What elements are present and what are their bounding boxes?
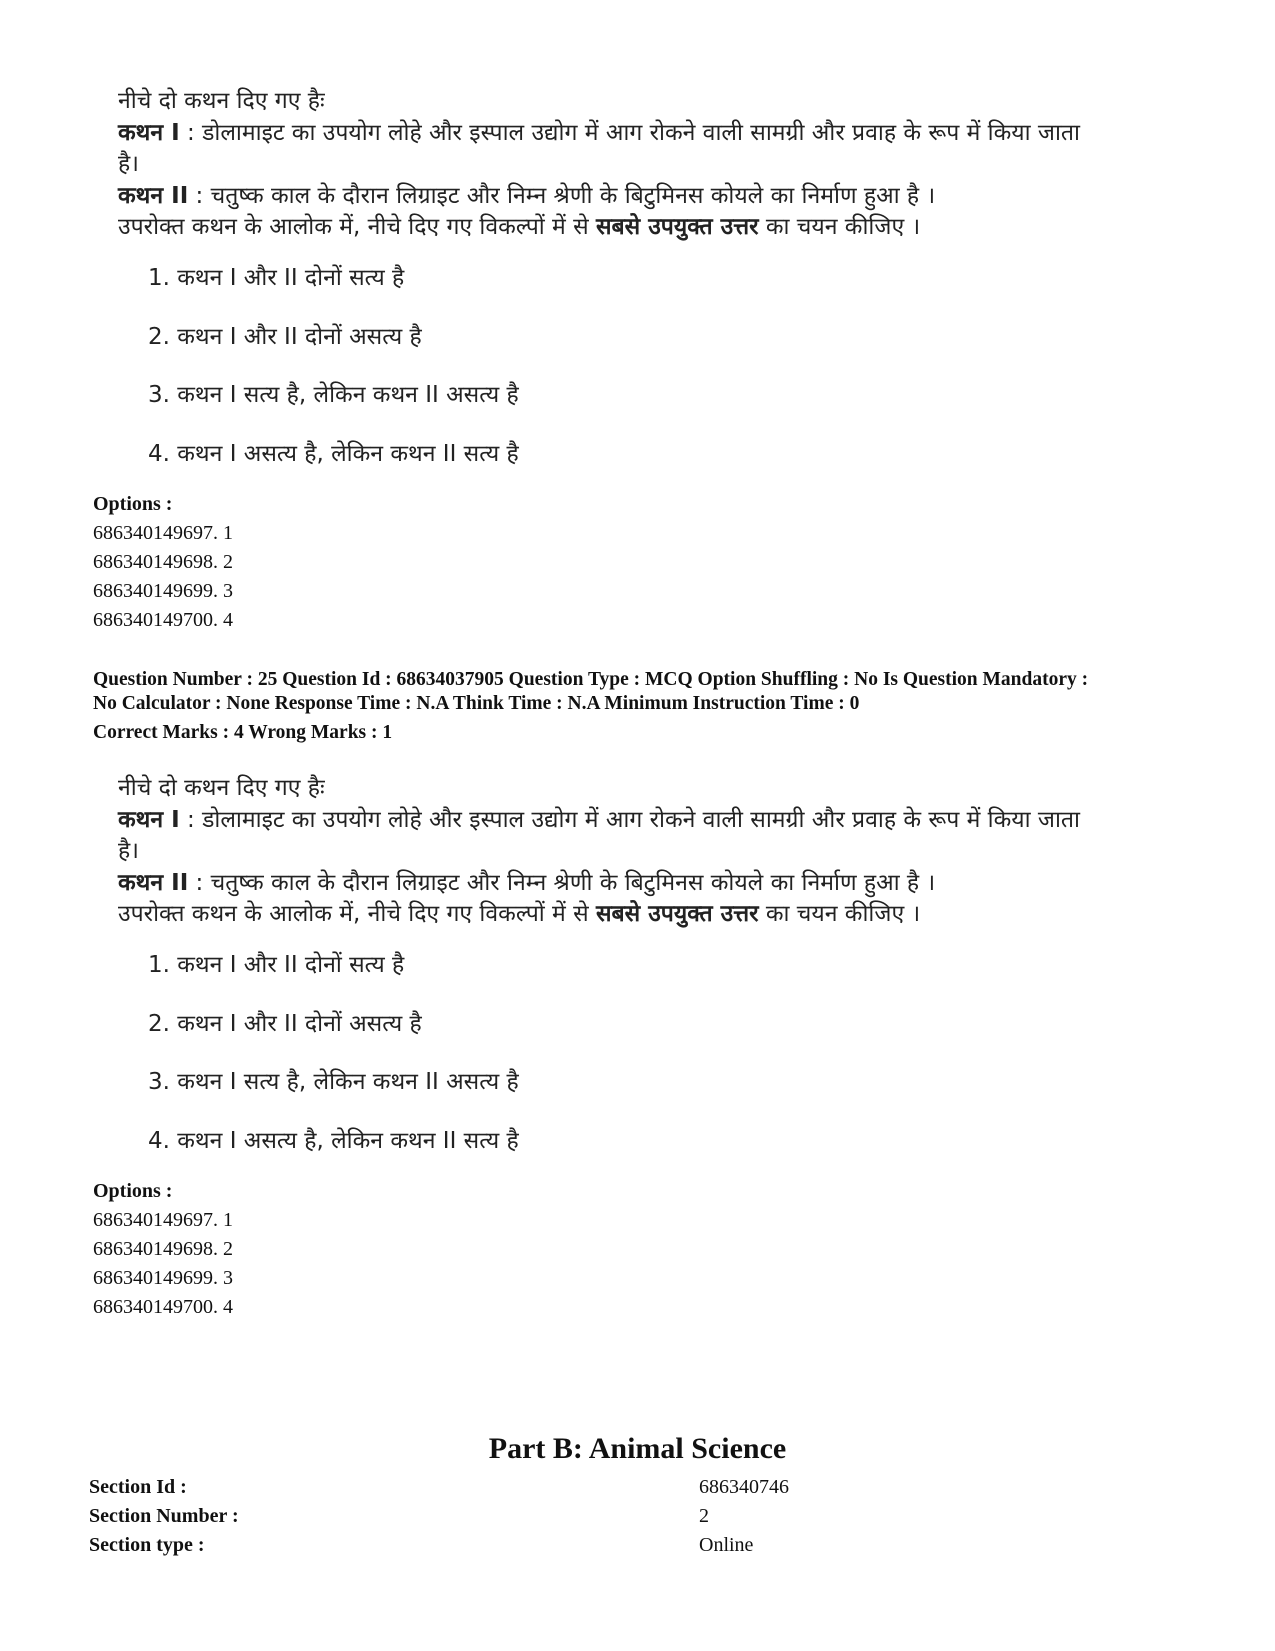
instruction-pre: उपरोक्त कथन के आलोक में, नीचे दिए गए विकल्पों में से <box>118 901 596 927</box>
choice-2: 2. कथन I और II दोनों असत्य है <box>148 1010 422 1037</box>
options-label: Options : <box>93 1180 173 1202</box>
options-label: Options : <box>93 493 173 515</box>
question-25-meta <box>93 668 1213 745</box>
meta-line-2: No Calculator : None Response Time : N.A Think Time : N.A Minimum Instruction Time : 0 <box>93 693 860 714</box>
statement-1-continuation: है। <box>118 151 139 177</box>
question-1-text <box>118 86 1198 244</box>
choice-1: 1. कथन I और II दोनों सत्य है <box>148 952 405 978</box>
choice-1: 1. कथन I और II दोनों सत्य है <box>148 265 405 291</box>
section-number-label: Section Number : <box>89 1505 239 1527</box>
part-title: Part B: Animal Science <box>488 1432 787 1465</box>
marks-line: Correct Marks : 4 Wrong Marks : 1 <box>93 722 393 743</box>
option-id-3: 686340149699. 3 <box>93 580 233 602</box>
statement-1-continuation: है। <box>118 838 139 864</box>
statement-1-text: : डोलामाइट का उपयोग लोहे और इस्पाल उद्योग में आग रोकने वाली सामग्री और प्रवाह के रूप में किया जाता <box>179 119 1080 146</box>
choice-4: 4. कथन I असत्य है, लेकिन कथन II सत्य है <box>148 440 519 467</box>
choice-3: 3. कथन I सत्य है, लेकिन कथन II असत्य है <box>148 382 519 408</box>
option-id-1: 686340149697. 1 <box>93 522 233 544</box>
instruction-bold: सबसे उपयुक्त उत्तर <box>595 901 759 927</box>
statement-1-text: : डोलामाइट का उपयोग लोहे और इस्पाल उद्योग में आग रोकने वाली सामग्री और प्रवाह के रूप में किया जाता <box>179 806 1080 833</box>
instruction-post: का चयन कीजिए । <box>758 901 921 927</box>
choice-4: 4. कथन I असत्य है, लेकिन कथन II सत्य है <box>148 1127 519 1154</box>
choice-2: 2. कथन I और II दोनों असत्य है <box>148 323 422 350</box>
option-id-1: 686340149697. 1 <box>93 1209 233 1231</box>
instruction <box>118 212 1198 244</box>
option-id-3: 686340149699. 3 <box>93 1267 233 1289</box>
choice-3: 3. कथन I सत्य है, लेकिन कथन II असत्य है <box>148 1069 519 1095</box>
question-25-text <box>118 773 1198 931</box>
question-1-choices <box>148 263 519 497</box>
statement-2-label: कथन II <box>118 182 189 209</box>
question-25-choices <box>148 950 519 1184</box>
option-id-2: 686340149698. 2 <box>93 1238 233 1260</box>
statement-2 <box>118 868 1198 900</box>
statement-1 <box>118 118 1198 150</box>
statement-2-label: कथन II <box>118 869 189 896</box>
option-id-4: 686340149700. 4 <box>93 609 233 631</box>
section-type-label: Section type : <box>89 1534 205 1556</box>
question-intro: नीचे दो कथन दिए गए हैः <box>118 775 325 801</box>
question-25-options <box>93 1177 233 1322</box>
instruction-pre: उपरोक्त कथन के आलोक में, नीचे दिए गए विकल्पों में से <box>118 214 596 240</box>
meta-line-1: Question Number : 25 Question Id : 68634037905 Question Type : MCQ Option Shuffling : No Is Question Mandatory : <box>93 669 1089 690</box>
section-id-label: Section Id : <box>89 1476 187 1498</box>
statement-2 <box>118 181 1198 213</box>
section-id-value: 686340746 <box>699 1476 789 1498</box>
section-type-value: Online <box>699 1534 754 1556</box>
statement-1-label: कथन I <box>118 806 180 833</box>
statement-1 <box>118 805 1198 837</box>
question-intro: नीचे दो कथन दिए गए हैः <box>118 88 325 114</box>
option-id-2: 686340149698. 2 <box>93 551 233 573</box>
statement-1-label: कथन I <box>118 119 180 146</box>
statement-2-text: : चतुष्क काल के दौरान लिग्राइट और निम्न श्रेणी के बिटुमिनस कोयले का निर्माण हुआ है । <box>188 869 936 896</box>
instruction-post: का चयन कीजिए । <box>758 214 921 240</box>
option-id-4: 686340149700. 4 <box>93 1296 233 1318</box>
section-number-value: 2 <box>699 1505 709 1527</box>
instruction <box>118 899 1198 931</box>
statement-2-text: : चतुष्क काल के दौरान लिग्राइट और निम्न श्रेणी के बिटुमिनस कोयले का निर्माण हुआ है । <box>188 182 936 209</box>
question-1-options <box>93 490 233 635</box>
instruction-bold: सबसे उपयुक्त उत्तर <box>595 214 759 240</box>
